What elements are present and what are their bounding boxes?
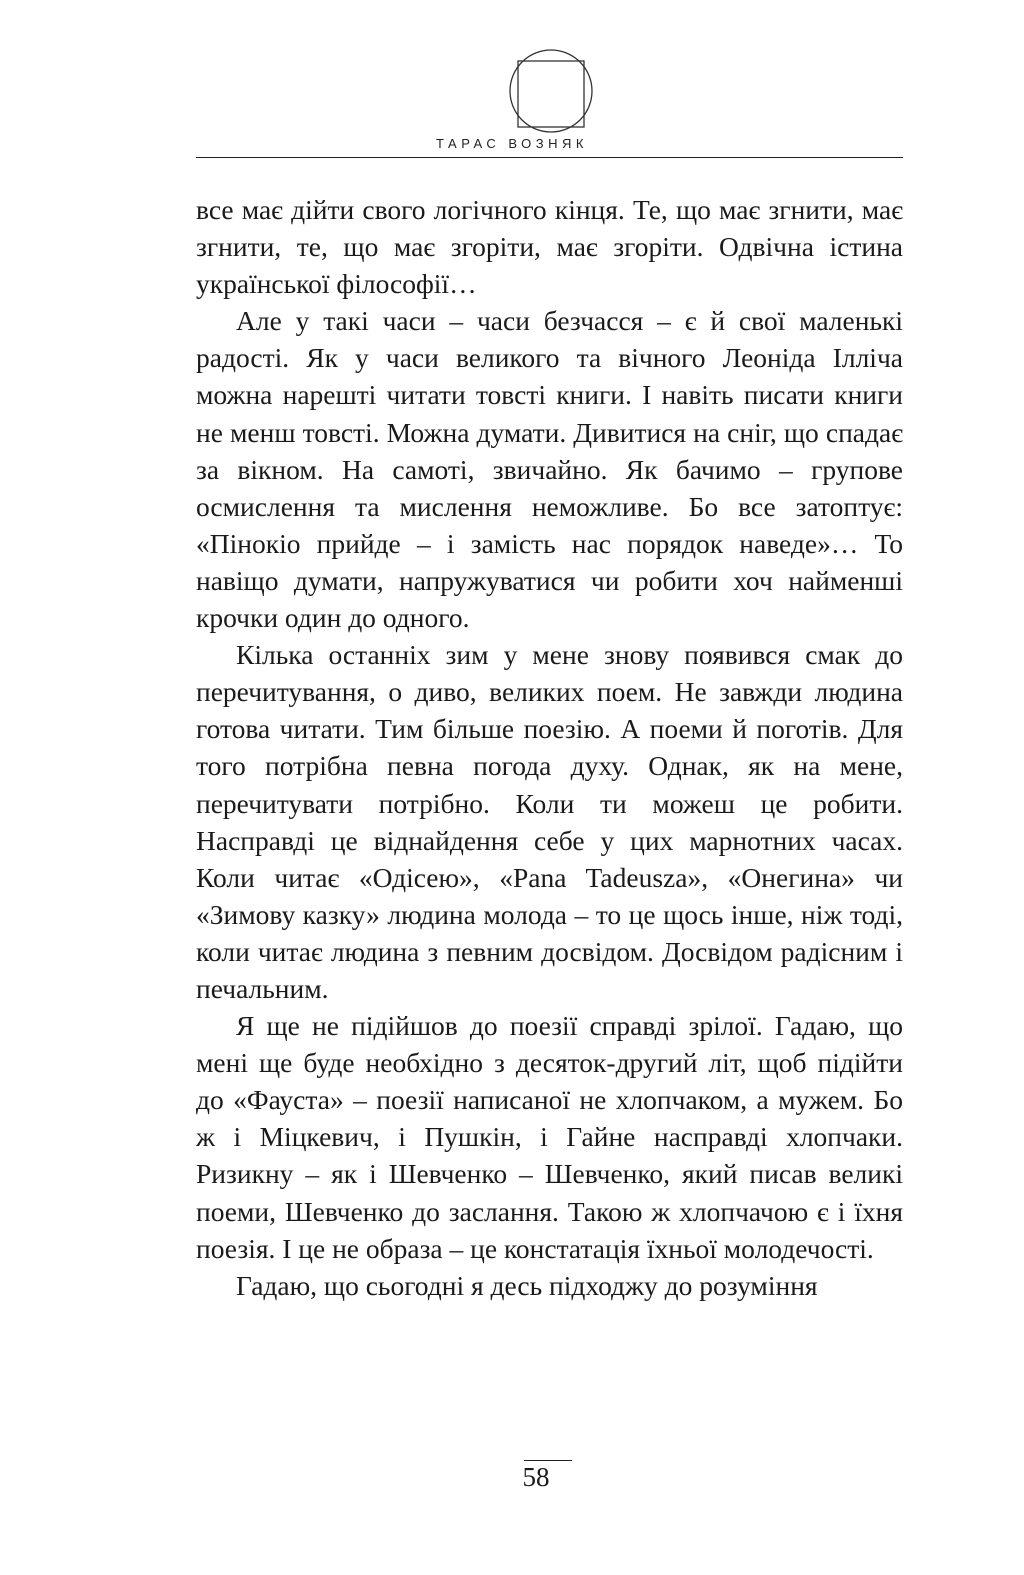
- author-emblem-icon: [508, 48, 594, 134]
- page-body: [196, 191, 903, 1304]
- paragraph-1: все має дійти свого логічного кінця. Те, що має згнити, має згнити, те, що має згоріти, має згоріти. Одвічна істина української філософії…: [196, 194, 903, 300]
- running-header-author: ТАРАС ВОЗНЯК: [436, 136, 588, 151]
- paragraph-5: Гадаю, що сьогодні я десь підходжу до розуміння: [236, 1269, 818, 1301]
- page-number: 58: [522, 1462, 550, 1492]
- paragraph-4: Я ще не підійшов до поезії справді зрілої. Гадаю, що мені ще буде необхідно з десяток-другий літ, щоб підійти до «Фауста» – поезії написаної не хлопчаком, а мужем. Бо ж і Міцкевич, і Пушкін, і Гайне насправді хлопчаки. Ризикну – як і Шевченко – Шевченко, який писав великі поеми, Шевченко до заслання. Такою ж хлопчачою є і їхня поезія. І це не образа – це констатація їхньої молодечості.: [196, 1010, 903, 1264]
- page-number-rule: [524, 1460, 572, 1461]
- paragraph-3: Кілька останніх зим у мене знову появився смак до перечитування, о диво, великих поем. Не завжди людина готова читати. Тим більше поезію. А поеми й поготів. Для того потрібна певна погода духу. Однак, як на мене, перечитувати потрібно. Коли ти можеш це робити. Насправді це віднайдення себе у цих марнотних часах. Коли читає «Одісею», «Pana Tadeusza», «Онегина» чи «Зимову казку» людина молода – то це щось інше, ніж тоді, коли читає людина з певним досвідом. Досвідом радісним і печальним.: [196, 639, 903, 1004]
- paragraph-2: Але у такі часи – часи безчасся – є й свої маленькі радості. Як у часи великого та вічного Леоніда Ілліча можна нарешті читати товсті книги. І навіть писати книги не менш товсті. Можна думати. Дивитися на сніг, що спадає за вікном. На самоті, звичайно. Як бачимо – групове осмислення та мислення неможливе. Бо все затоптує: «Пінокіо прийде – і замість нас порядок наведе»… То навіщо думати, напружуватися чи робити хоч найменші крочки один до одного.: [196, 305, 903, 634]
- header-rule: [196, 157, 903, 158]
